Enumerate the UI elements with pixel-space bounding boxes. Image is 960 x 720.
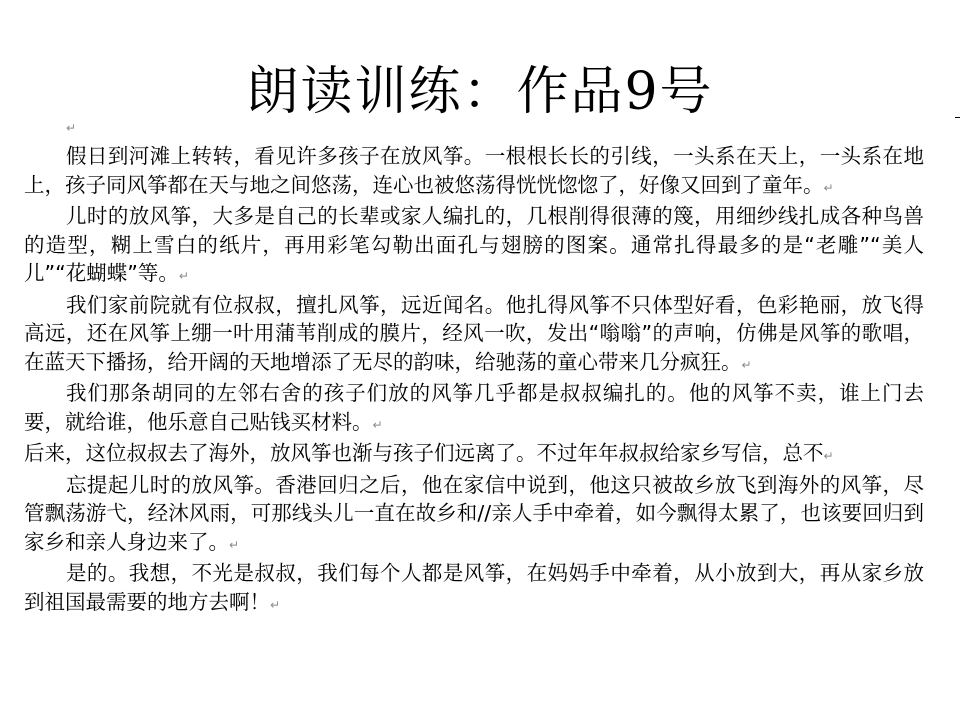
paragraph-mark-icon: ↵ xyxy=(66,121,77,135)
paragraph-text: 我们那条胡同的左邻右舍的孩子们放的风筝几乎都是叔叔编扎的。他的风筝不卖，谁上门去要，就给谁，他乐意自己贴钱买材料。 xyxy=(24,381,924,434)
paragraph-2 xyxy=(24,202,924,291)
paragraph-mark-icon: ↵ xyxy=(270,597,281,612)
paragraph-1 xyxy=(24,142,924,202)
document-body xyxy=(24,121,924,619)
paragraph-text: 后来，这位叔叔去了海外，放风筝也渐与孩子们远离了。不过年年叔叔给家乡写信，总不 xyxy=(24,441,824,465)
paragraph-mark-icon: ↵ xyxy=(741,357,752,372)
paragraph-7 xyxy=(24,559,924,619)
paragraph-6 xyxy=(24,471,924,560)
paragraph-text: 是的。我想，不光是叔叔，我们每个人都是风筝，在妈妈手中牵着，从小放到大，再从家乡放到祖国最需要的地方去啊！ xyxy=(24,561,924,614)
paragraph-mark-icon: ↵ xyxy=(178,269,189,283)
paragraph-text: 假日到河滩上转转，看见许多孩子在放风筝。一根根长长的引线，一头系在天上，一头系在地上，孩子同风筝都在天与地之间悠荡，连心也被悠荡得恍恍惚惚了，好像又回到了童年。 xyxy=(24,144,924,197)
paragraph-mark-icon: ↵ xyxy=(823,449,834,463)
paragraph-mark-icon: ↵ xyxy=(372,417,383,432)
paragraph-3 xyxy=(24,291,924,380)
corner-tick xyxy=(955,117,960,118)
paragraph-text: 我们家前院就有位叔叔，擅扎风筝，远近闻名。他扎得风筝不只体型好看，色彩艳丽，放飞得高远，还在风筝上绷一叶用蒲苇削成的膜片，经风一吹，发出“嗡嗡”的声响，仿佛是风筝的歌唱，在蓝天下播扬，给开阔的天地增添了无尽的韵味，给驰荡的童心带来几分疯狂。 xyxy=(24,292,924,374)
slide-title: 朗读训练：作品9号 xyxy=(246,62,714,122)
paragraph-4 xyxy=(24,379,924,439)
paragraph-mark-icon: ↵ xyxy=(229,537,240,552)
paragraph-5 xyxy=(24,439,924,471)
paragraph-text: 儿时的放风筝，大多是自己的长辈或家人编扎的，几根削得很薄的篾，用细纱线扎成各种鸟兽的造型，糊上雪白的纸片，再用彩笔勾勒出面孔与翅膀的图案。通常扎得最多的是“老雕”“美人儿”“花蝴蝶”等。 xyxy=(24,204,924,285)
paragraph-text: 忘提起儿时的放风筝。香港回归之后，他在家信中说到，他这只被故乡放飞到海外的风筝，尽管飘荡游弋，经沐风雨，可那线头儿一直在故乡和//亲人手中牵着，如今飘得太累了，也该要回归到家乡和亲人身边来了。 xyxy=(24,472,924,554)
paragraph-mark-icon: ↵ xyxy=(823,180,834,195)
